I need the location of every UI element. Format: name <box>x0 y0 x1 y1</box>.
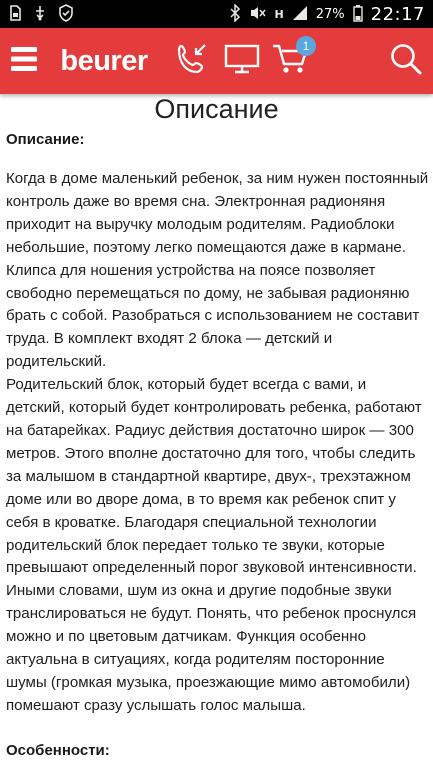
network-type-label: H <box>274 7 284 21</box>
cart-count-badge: 1 <box>296 36 316 56</box>
call-button[interactable] <box>170 28 214 94</box>
shield-icon <box>58 4 74 25</box>
product-description[interactable] <box>0 94 433 770</box>
signal-icon <box>292 5 308 24</box>
phone-call-icon <box>175 42 209 80</box>
status-bar <box>0 0 433 28</box>
mute-icon <box>249 5 267 24</box>
battery-icon <box>353 4 363 25</box>
description-text: Когда в доме маленький ребенок, за ним нужен постоянный контроль даже во время сна. Электронная радионяня приходит на выручку молодым родителям. Радиоблоки небольшие, поэтому легко помещаются даже в кармане. Клипса для ношения устройства на поясе позволяет свободно перемещаться по дому, не забывая радионяню брать с собой. Разобраться с использованием не составит труда. В комплект входят 2 блока — детский и родительский. Родительский блок, который будет всегда с вами, и детский, который будет контролировать ребенка, работают на батарейках. Радиус действия достаточно широк — 300 метров. Этого вполне достаточно для того, чтобы следить за малышом в стандартной квартире, двух-, трехэтажном доме или во дворе дома, в то время как ребенок спит у себя в кроватке. Благодаря специальной технологии родительский блок передает только те звуки, которые превышают определенный порог звуковой интенсивности. Иными словами, шум из окна и другие подобные звуки транслироваться не будут. Понять, что ребенок проснулся можно и по цветовым датчикам. Функция особенно актуальна в ситуациях, когда родителям посторонние шумы (громкая музыка, проезжающие мимо автомобили) помешают сразу услышать голос малыша. <box>6 170 429 714</box>
usb-icon <box>32 5 48 24</box>
section-label-features: Особенности: <box>6 741 110 759</box>
clock: 22:17 <box>370 3 425 25</box>
monitor-icon <box>224 43 260 79</box>
menu-button[interactable] <box>4 28 44 94</box>
brand-logo-text: beurer <box>60 44 148 77</box>
menu-icon <box>10 44 38 78</box>
status-bar-right <box>229 4 426 25</box>
cart-button[interactable] <box>266 28 316 94</box>
brand-logo[interactable] <box>55 28 153 94</box>
app-header <box>0 28 433 94</box>
section-label-description: Описание: <box>6 131 85 148</box>
battery-percent: 27% <box>315 6 345 22</box>
page-title: Описание <box>154 94 279 124</box>
bluetooth-icon <box>229 4 241 25</box>
sim-card-icon <box>8 5 22 24</box>
search-icon <box>389 42 423 80</box>
search-button[interactable] <box>384 28 428 94</box>
status-bar-left <box>8 4 74 25</box>
monitor-button[interactable] <box>220 28 264 94</box>
